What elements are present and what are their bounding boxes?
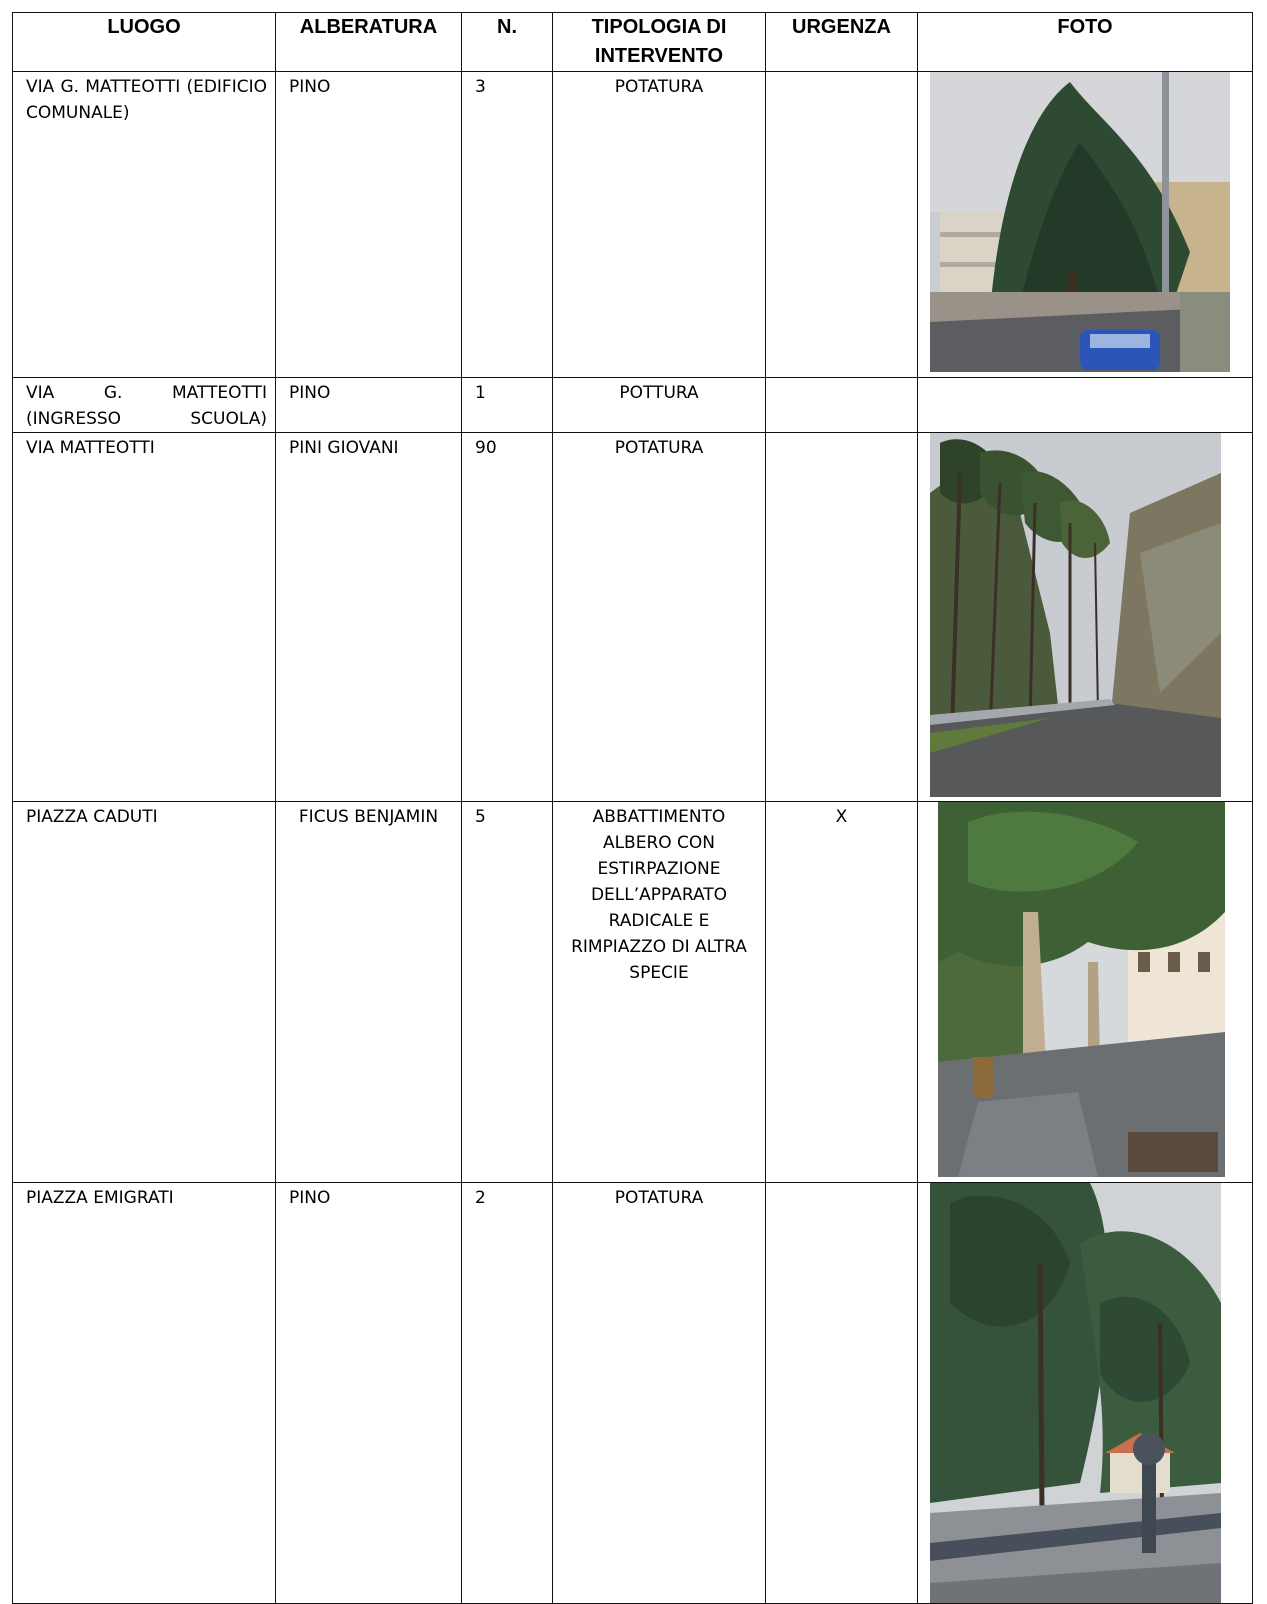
urgenza-text: [766, 1183, 917, 1185]
header-luogo: LUOGO: [13, 13, 276, 72]
tipologia-text: ABBATTIMENTO ALBERO CON ESTIRPAZIONE DELL’APPARATO RADICALE E RIMPIAZZO DI ALTRA SPECIE: [571, 807, 747, 983]
cell-foto: [918, 802, 1253, 1183]
urgenza-text: [766, 378, 917, 380]
cell-luogo: [13, 802, 276, 1183]
cell-alberatura: [276, 72, 462, 378]
header-urgenza: URGENZA: [766, 13, 918, 72]
cell-luogo: [13, 378, 276, 433]
cell-tipologia: [553, 802, 766, 1183]
table-row: [13, 378, 1253, 433]
header-alberatura: ALBERATURA: [276, 13, 462, 72]
cell-foto: [918, 433, 1253, 802]
alberatura-text: PINO: [289, 77, 331, 97]
cell-tipologia: [553, 72, 766, 378]
cell-luogo: [13, 433, 276, 802]
cell-urgenza: [766, 378, 918, 433]
cell-n: [462, 802, 553, 1183]
alberatura-text: PINI GIOVANI: [289, 438, 399, 458]
tipologia-text: POTATURA: [614, 1188, 704, 1208]
header-foto: FOTO: [918, 13, 1253, 72]
cell-n: [462, 378, 553, 433]
cell-urgenza: [766, 72, 918, 378]
cell-urgenza: [766, 1183, 918, 1604]
cell-n: [462, 433, 553, 802]
n-text: 90: [475, 438, 497, 458]
cell-tipologia: [553, 378, 766, 433]
cell-urgenza: [766, 802, 918, 1183]
urgenza-text: [766, 72, 917, 74]
luogo-text: PIAZZA CADUTI: [26, 807, 158, 827]
luogo-text: VIA G. MATTEOTTI (INGRESSO SCUOLA): [26, 383, 267, 429]
alberatura-text: FICUS BENJAMIN: [298, 807, 439, 827]
luogo-text: PIAZZA EMIGRATI: [26, 1188, 174, 1208]
n-text: 5: [475, 807, 486, 827]
cell-luogo: [13, 1183, 276, 1604]
cell-n: [462, 1183, 553, 1604]
urgenza-text: [766, 433, 917, 435]
n-text: 1: [475, 383, 486, 403]
cell-alberatura: [276, 433, 462, 802]
photo-edificio-comunale: [930, 72, 1230, 372]
cell-luogo: [13, 72, 276, 378]
alberatura-text: PINO: [289, 1188, 331, 1208]
cell-tipologia: [553, 433, 766, 802]
cell-alberatura: [276, 1183, 462, 1604]
cell-foto: [918, 1183, 1253, 1604]
table-row: [13, 433, 1253, 802]
tree-intervention-table: [12, 12, 1253, 1604]
photo-via-matteotti: [930, 433, 1221, 797]
n-text: 3: [475, 77, 486, 97]
tipologia-text: POTTURA: [619, 383, 699, 403]
table-header-row: [13, 13, 1253, 72]
luogo-text: VIA G. MATTEOTTI (EDIFICIO COMUNALE): [26, 77, 267, 123]
table-row: [13, 72, 1253, 378]
photo-piazza-emigrati: [930, 1183, 1221, 1603]
tipologia-text: POTATURA: [614, 438, 704, 458]
cell-tipologia: [553, 1183, 766, 1604]
cell-alberatura: [276, 802, 462, 1183]
alberatura-text: PINO: [289, 383, 331, 403]
urgenza-text: X: [835, 807, 848, 827]
header-tipologia: TIPOLOGIA DI INTERVENTO: [553, 13, 766, 72]
table-row: [13, 1183, 1253, 1604]
cell-foto: [918, 72, 1253, 378]
luogo-text: VIA MATTEOTTI: [26, 438, 155, 458]
n-text: 2: [475, 1188, 486, 1208]
cell-n: [462, 72, 553, 378]
cell-foto: [918, 378, 1253, 433]
table-row: [13, 802, 1253, 1183]
cell-urgenza: [766, 433, 918, 802]
cell-alberatura: [276, 378, 462, 433]
tipologia-text: POTATURA: [614, 77, 704, 97]
photo-piazza-caduti: [938, 802, 1225, 1177]
header-n: N.: [462, 13, 553, 72]
